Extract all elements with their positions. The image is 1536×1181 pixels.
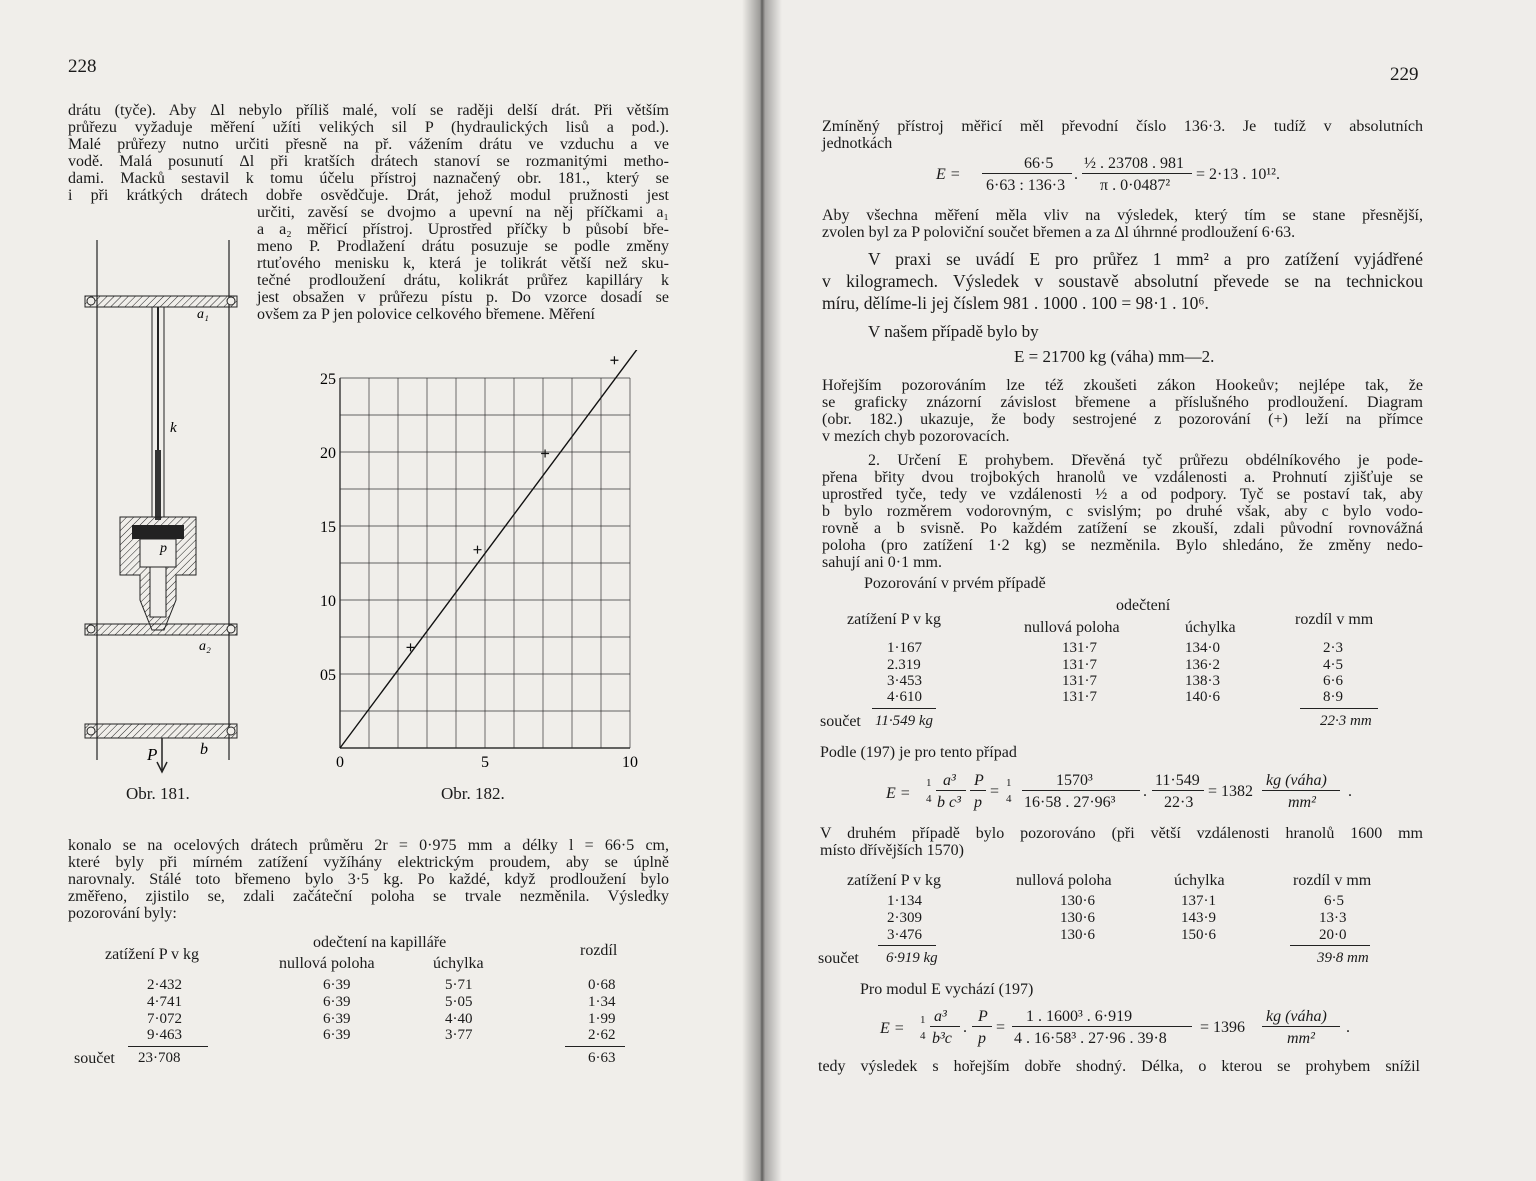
eq-dot: . — [1074, 166, 1078, 183]
eq-frac-num: P — [974, 772, 984, 789]
sum-rule — [128, 1046, 208, 1047]
eq-equals: = — [990, 783, 1000, 800]
x-tick-label: 5 — [481, 754, 489, 771]
eq-value: = 1382 — [1208, 783, 1254, 800]
table-cell: 137·1 — [1181, 893, 1216, 909]
eq-quarter-den: 4 — [920, 1030, 926, 1042]
table-cell: 7·072 — [147, 1011, 182, 1027]
table-cell: 1·99 — [588, 1011, 616, 1027]
table-cell: 1·134 — [887, 893, 922, 909]
table-cell: 4·40 — [445, 1011, 473, 1027]
eq-frac-num: 11·549 — [1155, 772, 1200, 789]
table-sum-diff: 39·8 mm — [1317, 950, 1369, 966]
table-cell: 4·5 — [1323, 657, 1343, 673]
fraction-bar — [972, 1026, 992, 1027]
eq-frac-den: 6·63 : 136·3 — [986, 177, 1066, 194]
label-b: b — [200, 741, 208, 758]
table-col-load: zatížení P v kg — [847, 872, 942, 889]
table-cell: 4·610 — [887, 689, 922, 705]
table-col-diff: rozdíl v mm — [1293, 872, 1372, 889]
table-cell: 9·463 — [147, 1027, 182, 1043]
text-line: V praxi se uvádí E pro průřez 1 mm² a pro zatížení vyjádřené — [868, 249, 1423, 269]
text-line: jest obsažen v průřezu pístu p. Do vzorce dosadí se — [257, 289, 669, 306]
fraction-bar — [1012, 1026, 1192, 1027]
table-cell: 3·77 — [445, 1027, 473, 1043]
table-cell: 20·0 — [1319, 927, 1347, 943]
table-cell: 138·3 — [1185, 673, 1220, 689]
y-tick-label: 25 — [320, 371, 336, 388]
table-col-defl: úchylka — [1174, 872, 1225, 889]
caption-obr-181: Obr. 181. — [126, 784, 190, 803]
table-sum-load: 23·708 — [138, 1050, 181, 1066]
eq-frac-num: 1 . 1600³ . 6·919 — [1026, 1008, 1133, 1025]
fraction-bar — [936, 790, 966, 791]
text-line: v kilogramech. Výsledek v soustavě absolutní převede se na technickou — [822, 271, 1423, 291]
text-line: rovně a b svisně. Po každém zatížení se zkouší, zdali původní rovnovážná — [822, 520, 1423, 537]
right-page — [760, 0, 1536, 1181]
text-line: v mezích chyb pozorovacích. — [822, 428, 1010, 445]
label-a2: a₂ — [199, 639, 211, 654]
eq-dot: . — [963, 1019, 967, 1036]
table-cell: 130·6 — [1060, 910, 1095, 926]
eq-rhs: = 2·13 . 10¹². — [1196, 166, 1280, 183]
label-P: P — [147, 745, 158, 764]
table-cell: 134·0 — [1185, 640, 1220, 656]
eq-frac-num: 66·5 — [1024, 155, 1054, 172]
table-cell: 3·476 — [887, 927, 922, 943]
text-line: Zmíněný přístroj měřicí měl převodní číslo 136·3. Je tudíž v absolutních — [822, 118, 1423, 135]
page-number-left: 228 — [68, 56, 97, 77]
intro-paragraph — [822, 118, 1423, 152]
eq-unit-num: kg (váha) — [1266, 1008, 1327, 1025]
table-cell: 4·741 — [147, 994, 182, 1010]
paragraph-2 — [822, 207, 1423, 241]
table-cell: 6·39 — [323, 1011, 351, 1027]
table-col-load: zatížení P v kg — [847, 611, 942, 628]
table-cell: 6·39 — [323, 994, 351, 1010]
table-cell: 2·309 — [887, 910, 922, 926]
y-tick-label: 20 — [320, 445, 336, 462]
text-line: tečné prodloužení drátu, kolikrát průřez kapilláry k — [257, 272, 669, 289]
table-cell: 130·6 — [1060, 893, 1095, 909]
paragraph-9: Pro modul E vychází (197) — [860, 981, 1034, 998]
paragraph-5 — [822, 377, 1423, 445]
fraction-bar — [1152, 790, 1204, 791]
table-col-defl: úchylka — [1185, 619, 1236, 636]
text-line: narovnaly. Stálé toto břemeno bylo 3·5 kg. Po každé, když prodloužení bylo — [68, 871, 669, 888]
table-cell: 130·6 — [1060, 927, 1095, 943]
text-line: sahují ani 0·1 mm. — [822, 554, 942, 571]
y-tick-label: 10 — [320, 593, 336, 610]
bar-b — [85, 724, 237, 772]
eq-quarter-den: 4 — [926, 793, 932, 805]
caption-obr-182: Obr. 182. — [441, 784, 505, 803]
table-cell: 6·39 — [323, 977, 351, 993]
text-line: V druhém případě bylo pozorováno (při větší vzdálenosti hranolů 1600 mm — [820, 825, 1423, 842]
sum-rule — [878, 945, 936, 946]
table-sum-load: 11·549 kg — [875, 713, 934, 729]
eq-frac-num: ½ . 23708 . 981 — [1084, 155, 1184, 172]
text-line: ovšem za P jen polovice celkového břemene. Měření — [257, 306, 595, 323]
eq-equals: = — [996, 1019, 1006, 1036]
bar-a1 — [85, 296, 237, 307]
table-header-group: odečtení na kapilláře — [313, 934, 447, 951]
table-cell: 6·39 — [323, 1027, 351, 1043]
table-cell: 131·7 — [1062, 640, 1097, 656]
eq-unit-num: kg (váha) — [1266, 772, 1327, 789]
table-sum-label: součet — [820, 713, 861, 730]
eq-end: . — [1348, 783, 1352, 800]
eq-quarter-num: 1 — [920, 1014, 926, 1026]
table-cell: 131·7 — [1062, 689, 1097, 705]
regression-line — [340, 350, 642, 748]
text-line: poloha (pro zatížení 1·2 kg) se nezměnila. Bylo shledáno, že změny nedo- — [822, 537, 1423, 554]
text-line: se graficky znázorní závislost břemene a příslušného prodloužení. Diagram — [822, 394, 1423, 411]
eq-frac-num: P — [978, 1008, 988, 1025]
table-cell: 3·453 — [887, 673, 922, 689]
table-cell: 150·6 — [1181, 927, 1216, 943]
paragraph-4: V našem případě bylo by — [868, 322, 1039, 341]
x-tick-label: 0 — [336, 754, 344, 771]
book-gutter — [742, 0, 782, 1181]
paragraph-10: tedy výsledek s hořejším dobře shodný. Délka, o kterou se prohybem snížil — [818, 1058, 1420, 1075]
x-tick-label: 10 — [622, 754, 638, 771]
data-point-plus — [541, 449, 549, 457]
table-sum-diff: 22·3 mm — [1320, 713, 1372, 729]
eq-frac-den: b c³ — [937, 794, 961, 811]
paragraph-8 — [820, 825, 1423, 859]
eq-frac-den: π . 0·0487² — [1100, 177, 1171, 194]
table-cell: 2·3 — [1323, 640, 1343, 656]
table-cell: 13·3 — [1319, 910, 1347, 926]
text-line: (obr. 182.) ukazuje, že body sestrojené z pozorování (+) leží na přímce — [822, 411, 1423, 428]
table-col-zero: nullová poloha — [279, 955, 375, 972]
text-line: změřeno, zjistilo se, zdali začáteční poloha se trvale nezměnila. Výsledky — [68, 888, 669, 905]
table-cell: 5·05 — [445, 994, 473, 1010]
text-line: místo dřívějších 1570) — [820, 842, 964, 859]
eq-end: . — [1346, 1019, 1350, 1036]
sum-rule — [1290, 945, 1370, 946]
table-col-zero: nullová poloha — [1024, 619, 1120, 636]
fraction-bar — [1262, 790, 1340, 791]
fraction-bar — [982, 173, 1072, 174]
eq-value: = 1396 — [1200, 1019, 1246, 1036]
text-line: konalo se na ocelových drátech průměru 2r = 0·975 mm a délky l = 66·5 cm, — [68, 837, 669, 854]
left-page — [0, 0, 760, 1181]
eq-frac-den: p — [978, 1030, 986, 1047]
eq-frac-den: b³c — [932, 1030, 952, 1047]
eq-lhs: E = — [886, 785, 911, 802]
text-line: Aby všechna měření měla vliv na výsledek, který tím se stane přesnější, — [822, 207, 1423, 224]
table-cell: 8·9 — [1323, 689, 1343, 705]
table-col-load: zatížení P v kg — [105, 946, 200, 963]
fraction-bar — [930, 1026, 960, 1027]
text-line: jednotkách — [822, 135, 893, 152]
table-cell: 143·9 — [1181, 910, 1216, 926]
table-cell: 6·5 — [1324, 893, 1344, 909]
sum-rule — [1300, 708, 1378, 709]
table-cell: 131·7 — [1062, 673, 1097, 689]
fraction-bar — [1262, 1026, 1340, 1027]
table-sum-load: 6·919 kg — [886, 950, 938, 966]
table-cell: 140·6 — [1185, 689, 1220, 705]
text-line: které byly při mírném zatížení vyžíhány elektrickým proudem, aby se úplně — [68, 854, 669, 871]
table1-title: Pozorování v prvém případě — [864, 575, 1046, 592]
text-line: drátu (tyče). Aby Δl nebylo příliš malé, volí se raději delší drát. Při větším — [68, 102, 669, 119]
page-number-right: 229 — [1390, 64, 1419, 85]
eq-quarter-num: 1 — [1006, 777, 1012, 789]
text-line: vodě. Malá posunutí Δl při kratších drátech stanoví se rozmanitými metho- — [68, 153, 669, 170]
table-cell: 2·432 — [147, 977, 182, 993]
table-col-diff: rozdíl — [580, 942, 618, 959]
table-cell: 136·2 — [1185, 657, 1220, 673]
text-line: b bylo rozměrem vodorovným, c svislým; po druhé však, aby c bylo vodo- — [822, 503, 1423, 520]
label-p: p — [160, 541, 167, 556]
text-line: rtuťového menisku k, která je tolikrát větší než sku- — [257, 255, 669, 272]
text-line: uprostřed tyče, tedy ve vzdálenosti ½ a od podpory. Tyč se postaví tak, aby — [822, 486, 1423, 503]
table-cell: 0·68 — [588, 977, 616, 993]
text-line: 2. Určení E prohybem. Dřevěná tyč průřezu obdélníkového je pode- — [868, 452, 1423, 469]
fraction-bar — [970, 790, 986, 791]
table-sum-diff: 6·63 — [588, 1050, 616, 1066]
eq-quarter-den: 4 — [1006, 793, 1012, 805]
eq-frac-den: 16·58 . 27·96³ — [1024, 794, 1116, 811]
eq-frac-den: 4 . 16·58³ . 27·96 . 39·8 — [1014, 1030, 1167, 1047]
table-cell: 1·167 — [887, 640, 922, 656]
figure-182-chart — [300, 350, 650, 780]
bottom-paragraph — [68, 837, 669, 922]
paragraph-3 — [822, 248, 1423, 314]
equation-2: E = 21700 kg (váha) mm—2. — [1014, 347, 1215, 366]
eq-quarter-num: 1 — [926, 777, 932, 789]
table-cell: 1·34 — [588, 994, 616, 1010]
text-line: zvolen byl za P poloviční součet břemen a za Δl úhrnné prodloužení 6·63. — [822, 224, 1296, 241]
text-line: Malé průřezy nutno určiti přesně na př. vážením drátu ve vzduchu a ve — [68, 136, 669, 153]
data-point-plus — [610, 356, 618, 364]
y-tick-label: 15 — [320, 519, 336, 536]
paragraph-7: Podle (197) je pro tento případ — [820, 744, 1017, 761]
table-col-diff: rozdíl v mm — [1295, 611, 1374, 628]
table-cell: 2.319 — [887, 657, 921, 673]
table-col-zero: nullová poloha — [1016, 872, 1112, 889]
eq-frac-den: 22·3 — [1164, 794, 1194, 811]
text-line: přena břity dvou trojbokých hranolů ve vzdálenosti a. Prohnutí zjišťuje se — [822, 469, 1423, 486]
sum-rule — [565, 1046, 625, 1047]
eq-lhs: E = — [936, 166, 961, 183]
data-point-plus — [473, 546, 481, 554]
table-cell: 131·7 — [1062, 657, 1097, 673]
table-cell: 5·71 — [445, 977, 473, 993]
paragraph-6 — [822, 452, 1423, 571]
piston-housing — [120, 517, 196, 630]
text-line: Hořejším pozorováním lze též zkoušeti zákon Hookeův; nejlépe tak, že — [822, 377, 1423, 394]
eq-frac-num: a³ — [934, 1008, 947, 1025]
eq-frac-num: 1570³ — [1056, 772, 1093, 789]
capillary-tube — [152, 307, 164, 520]
table-header-group: odečtení — [1116, 597, 1171, 614]
text-line: průřezu vyžaduje měření užíti velikých sil P (hydraulických lisů a pod.). — [68, 119, 669, 136]
text-line: a a₂ měřicí přístroj. Uprostřed příčky b působí bře- — [257, 221, 669, 238]
fraction-bar — [1022, 790, 1140, 791]
eq-frac-den: p — [974, 794, 982, 811]
label-k: k — [170, 420, 177, 436]
text-line: dami. Macků sestavil k tomu účelu přístroj naznačený obr. 181., který se — [68, 170, 669, 187]
bar-a2 — [85, 624, 237, 635]
eq-dot: . — [1143, 783, 1147, 800]
table-sum-label: součet — [74, 1050, 115, 1067]
table-sum-label: součet — [818, 950, 859, 967]
text-line: meno P. Prodlažení drátu posuzuje se podle změny — [257, 238, 669, 255]
text-line: míru, dělíme-li jej číslem 981 . 1000 . 100 = 98·1 . 10⁶. — [822, 293, 1209, 313]
y-tick-label: 05 — [320, 667, 336, 684]
table-col-defl: úchylka — [433, 955, 484, 972]
eq-frac-num: a³ — [943, 772, 956, 789]
text-line: i při krátkých drátech dobře osvědčuje. Drát, jehož modul pružnosti jest — [68, 187, 669, 204]
eq-lhs: E = — [880, 1020, 905, 1037]
text-line: určiti, zavěsí se dvojmo a upevní na něj příčkami a₁ — [257, 204, 669, 221]
sum-rule — [872, 708, 936, 709]
table-cell: 6·6 — [1323, 673, 1343, 689]
fraction-bar — [1082, 173, 1192, 174]
eq-unit-den: mm² — [1287, 1030, 1315, 1047]
eq-unit-den: mm² — [1288, 794, 1316, 811]
table-cell: 2·62 — [588, 1027, 616, 1043]
text-line: pozorování byly: — [68, 905, 177, 922]
label-a1: a₁ — [197, 307, 209, 322]
